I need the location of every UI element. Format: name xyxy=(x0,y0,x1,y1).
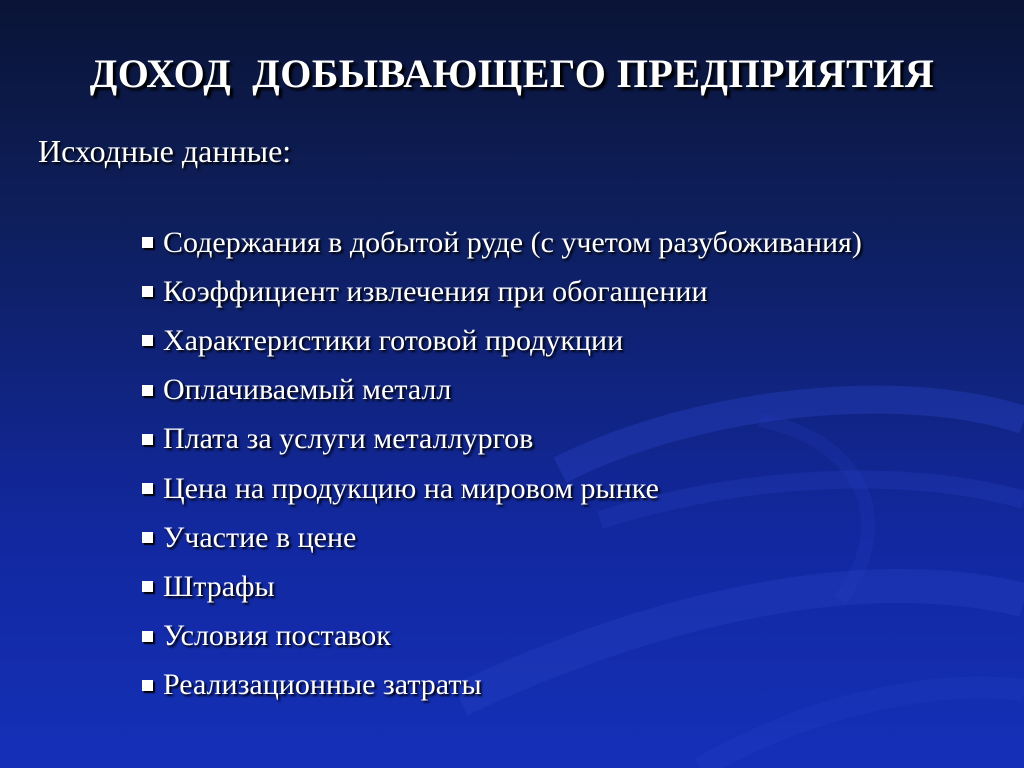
square-bullet-icon xyxy=(142,483,153,494)
list-item xyxy=(142,366,862,415)
list-item-label: Цена на продукцию на мировом рынке xyxy=(163,471,659,505)
list-item-label: Содержания в добытой руде (с учетом разубоживания) xyxy=(163,225,862,259)
list-item-label: Участие в цене xyxy=(163,520,357,554)
bullet-list xyxy=(142,218,862,710)
list-item-label: Реализационные затраты xyxy=(163,668,482,702)
list-item-label: Плата за услуги металлургов xyxy=(163,422,534,456)
square-bullet-icon xyxy=(142,581,153,592)
list-item-label: Условия поставок xyxy=(163,619,391,653)
list-item-label: Оплачиваемый металл xyxy=(163,373,452,407)
list-item xyxy=(142,562,862,611)
square-bullet-icon xyxy=(142,434,153,445)
list-item xyxy=(142,464,862,513)
square-bullet-icon xyxy=(142,286,153,297)
square-bullet-icon xyxy=(142,532,153,543)
list-item xyxy=(142,661,862,710)
list-item xyxy=(142,218,862,267)
list-item xyxy=(142,513,862,562)
list-item xyxy=(142,316,862,365)
slide-subtitle: Исходные данные: xyxy=(38,133,292,169)
square-bullet-icon xyxy=(142,237,153,248)
list-item xyxy=(142,415,862,464)
list-item-label: Коэффициент извлечения при обогащении xyxy=(163,274,708,308)
list-item xyxy=(142,267,862,316)
square-bullet-icon xyxy=(142,680,153,691)
list-item-label: Штрафы xyxy=(163,569,275,603)
square-bullet-icon xyxy=(142,335,153,346)
list-item xyxy=(142,612,862,661)
slide-title: ДОХОД ДОБЫВАЮЩЕГО ПРЕДПРИЯТИЯ xyxy=(89,51,935,96)
square-bullet-icon xyxy=(142,385,153,396)
square-bullet-icon xyxy=(142,631,153,642)
list-item-label: Характеристики готовой продукции xyxy=(163,323,624,357)
